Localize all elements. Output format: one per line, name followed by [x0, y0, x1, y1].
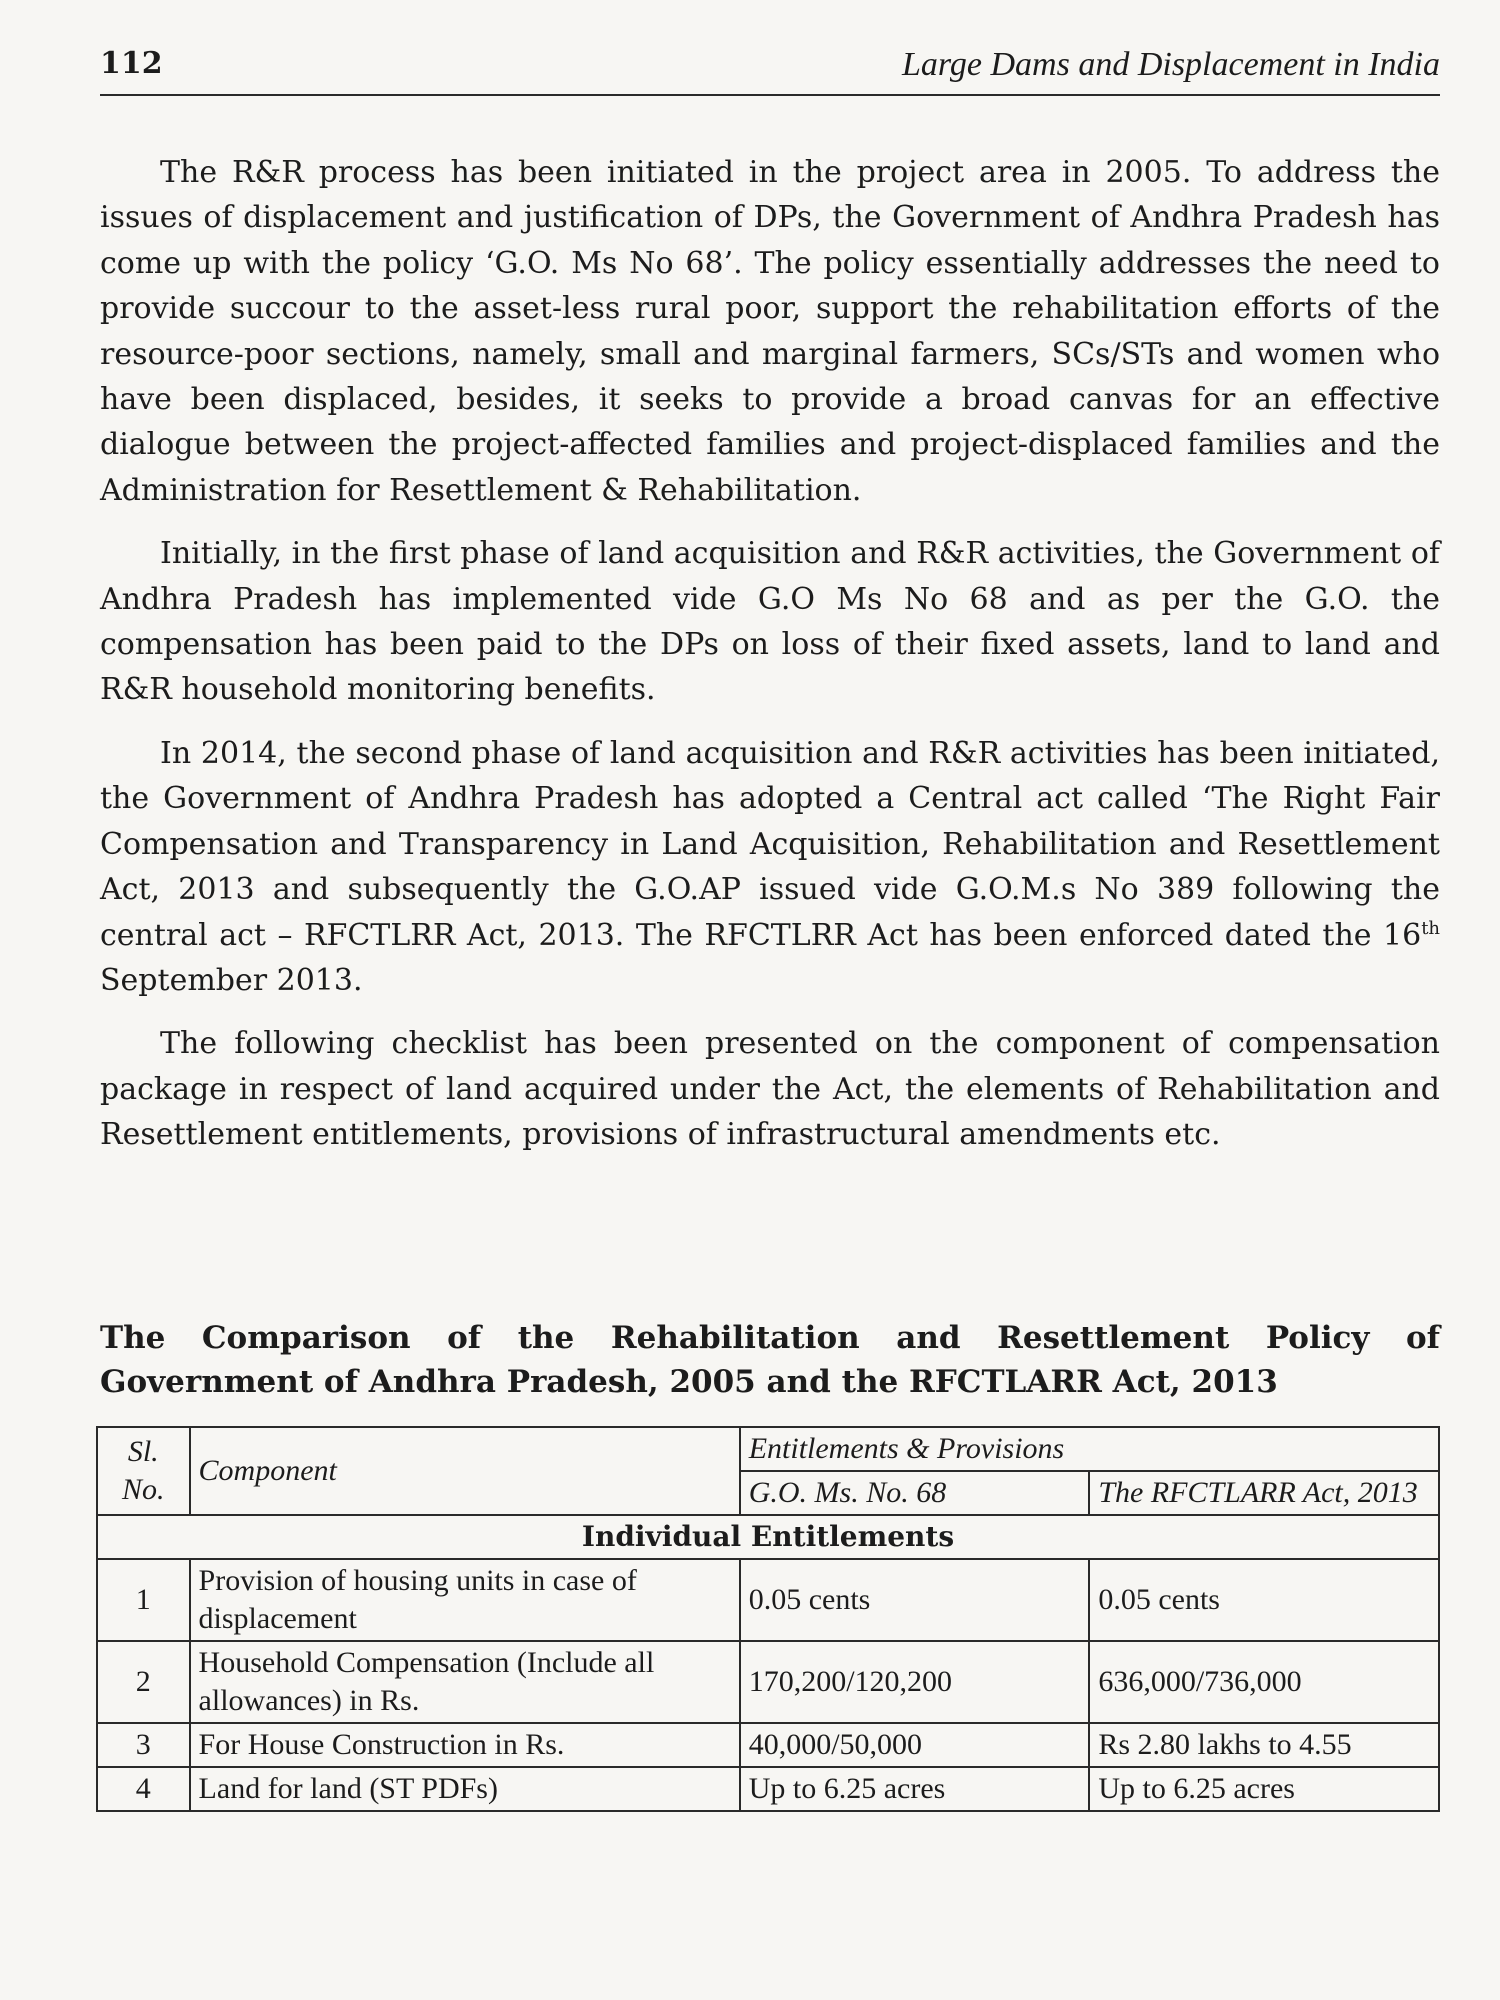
- section-row: [97, 1515, 1439, 1559]
- row-act-value: 0.05 cents: [1089, 1559, 1439, 1641]
- row-component: Land for land (ST PDFs): [190, 1767, 740, 1811]
- header-rfctlarr-act: The RFCTLARR Act, 2013: [1089, 1471, 1439, 1515]
- paragraph-rr-process: The R&R process has been initiated in the project area in 2005. To address the issues of displacement and justification of DPs, the Government of Andhra Pradesh has come up with the policy ‘G.O. Ms No 68’. The policy essentially addresses the need to provide succour to the asset-less rural poor, support the rehabilitation efforts of the resource-poor sections, namely, small and marginal farmers, SCs/STs and women who have been displaced, besides, it seeks to provide a broad canvas for an effective dialogue between the project-affected families and project-displaced families and the Administration for Resettlement & Rehabilitation.: [100, 155, 1440, 508]
- enforced-superscript: th: [1421, 917, 1441, 939]
- header-sl-no: Sl. No.: [97, 1427, 190, 1515]
- paragraph-second-phase: [100, 731, 1440, 1003]
- running-header: [100, 46, 1440, 96]
- table-row: [97, 1767, 1439, 1811]
- table-row: [97, 1559, 1439, 1641]
- table-row: [97, 1723, 1439, 1767]
- row-sl: 3: [97, 1723, 190, 1767]
- header-entitlements: Entitlements & Provisions: [740, 1427, 1439, 1471]
- table-title: The Comparison of the Rehabilitation and Resettlement Policy of Government of Andhra Pradesh, 2005 and the RFCTLARR Act, 2013: [100, 1320, 1440, 1400]
- paragraph-checklist: The following checklist has been presented on the component of compensation package in respect of land acquired under the Act, the elements of Rehabilitation and Resettlement entitlements, provisions of infrastructural amendments etc.: [100, 1026, 1440, 1153]
- row-go-value: Up to 6.25 acres: [740, 1767, 1090, 1811]
- row-sl: 4: [97, 1767, 190, 1811]
- row-component: Provision of housing units in case of displacement: [190, 1559, 740, 1641]
- page-number: 112: [100, 46, 163, 81]
- body-text: [100, 150, 1440, 1176]
- row-go-value: 0.05 cents: [740, 1559, 1090, 1641]
- table-header-row: [97, 1427, 1439, 1471]
- row-go-value: 170,200/120,200: [740, 1641, 1090, 1723]
- enforced-text-before: The RFCTLRR Act has been enforced dated the 16: [635, 917, 1422, 953]
- row-act-value: Up to 6.25 acres: [1089, 1767, 1439, 1811]
- row-act-value: 636,000/736,000: [1089, 1641, 1439, 1723]
- second-phase-text: In 2014, the second phase of land acquisition and R&R activities has been initiated, the Government of Andhra Pradesh has adopted a Central act called ‘The Right Fair Compensation and Transparency in Land Acquisition, Rehabilitation and Resettlement Act, 2013 and subsequently the G.O.AP issued vide G.O.M.s No 389 following the central act – RFCTLRR Act, 2013.: [100, 735, 1440, 953]
- paragraph-first-phase: Initially, in the first phase of land acquisition and R&R activities, the Government of Andhra Pradesh has implemented vide G.O Ms No 68 and as per the G.O. the compensation has been paid to the DPs on loss of their fixed assets, land to land and R&R household monitoring benefits.: [100, 536, 1440, 708]
- row-sl: 1: [97, 1559, 190, 1641]
- row-go-value: 40,000/50,000: [740, 1723, 1090, 1767]
- table-row: [97, 1641, 1439, 1723]
- row-component: Household Compensation (Include all allowances) in Rs.: [190, 1641, 740, 1723]
- comparison-table: [96, 1426, 1440, 1812]
- enforced-text-after: September 2013.: [100, 962, 363, 998]
- header-go-ms-68: G.O. Ms. No. 68: [740, 1471, 1090, 1515]
- row-component: For House Construction in Rs.: [190, 1723, 740, 1767]
- row-act-value: Rs 2.80 lakhs to 4.55: [1089, 1723, 1439, 1767]
- row-sl: 2: [97, 1641, 190, 1723]
- running-title: Large Dams and Displacement in India: [902, 46, 1440, 83]
- header-component: Component: [190, 1427, 740, 1515]
- section-individual-entitlements: Individual Entitlements: [97, 1515, 1439, 1559]
